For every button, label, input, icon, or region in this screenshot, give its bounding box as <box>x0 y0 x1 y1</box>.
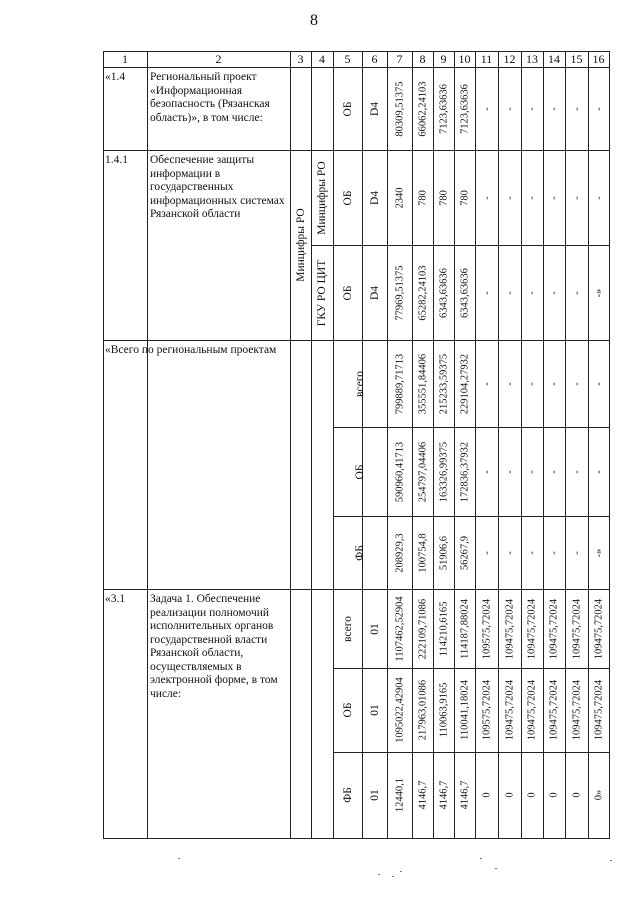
row-total-sub_all-col11: - <box>481 381 492 386</box>
column-rule <box>290 51 291 839</box>
header-cell-2: 2 <box>215 52 222 66</box>
row-1-4-col12: - <box>504 106 515 111</box>
row-1-4-col15: - <box>571 106 582 111</box>
row-1-4-col14: - <box>548 106 560 111</box>
header-cell-16: 16 <box>592 52 605 66</box>
row-total-sub_fb-col13: - <box>526 550 538 555</box>
header-bottom-rule <box>103 67 609 68</box>
header-cell-13: 13 <box>526 52 538 66</box>
row-3-1-sub_ob-code6: 01 <box>368 704 381 716</box>
row-3-1-sub_fb-col12: 0 <box>504 792 515 798</box>
row-1-4-1-b-col11: - <box>481 290 492 295</box>
row-3-1-sub_ob-col11: 109575,72024 <box>481 679 492 741</box>
subrow-rule <box>333 516 609 517</box>
row-3-1-sub_ob-col14: 109475,72024 <box>548 679 560 741</box>
row-total-sub_fb-col11: - <box>481 550 492 555</box>
header-cell-9: 9 <box>440 52 447 66</box>
row-3-1-sub_all-col16: 109475,72024 <box>593 598 604 659</box>
row-3-1-sub_fb-col16: 0» <box>593 789 604 801</box>
row-total-sub_fb-col7: 208929,3 <box>394 532 405 573</box>
row-1-4-1-a-col14: - <box>548 195 560 200</box>
row-total-sub_ob-col14: - <box>548 469 560 474</box>
header-cell-11: 11 <box>480 52 493 66</box>
column-rule <box>609 51 610 839</box>
row-3-1-sub_all-col13: 109475,72024 <box>526 598 538 659</box>
row-3-1-sub_fb-col9: 4146,7 <box>438 780 449 810</box>
row-1-4-col8: 66062,24103 <box>417 80 428 137</box>
header-cell-4: 4 <box>319 52 325 66</box>
row-1-4-1-name: Обеспечение защиты информации в государственных информационных системах Рязанской области <box>150 154 285 220</box>
row-3-1-sub_ob-col7: 1095022,42904 <box>394 677 405 743</box>
row-total-sub_fb-col9: 51906,6 <box>438 535 449 570</box>
row-1-4-1-b-col15: - <box>571 290 582 295</box>
row-1-4-1-a-col16: - <box>593 195 604 200</box>
row-total-sub_ob-col12: - <box>504 469 515 474</box>
column-rule <box>543 51 544 839</box>
subrow-rule <box>333 752 609 753</box>
row-1-4-1-b-col8: 65282,24103 <box>417 264 428 321</box>
row-3-1-sub_all-col9: 114210,6165 <box>438 601 449 656</box>
row-1-4-col10: 7123,63636 <box>459 83 470 134</box>
row-1-4-1-a-col11: - <box>481 195 492 200</box>
row-1-4-source: ОБ <box>341 101 354 116</box>
row-3-1-sub_fb-col13: 0 <box>526 792 538 798</box>
row-3-1-sub_fb-col15: 0 <box>571 792 582 798</box>
header-cell-6: 6 <box>371 52 378 66</box>
row-total-sub_ob-col15: - <box>571 469 582 474</box>
row-total-sub_all-col13: - <box>526 381 538 386</box>
row-1-4-1-a-col13: - <box>526 195 538 200</box>
row-3-1-sub_all-col7: 1107462,52904 <box>394 595 405 662</box>
row-1-4-1-b-participant: ГКУ РО ЦИТ <box>316 259 328 326</box>
row-1-4-1-b-col13: - <box>526 290 538 295</box>
row-total-sub_ob-col9: 163326,99375 <box>438 441 449 502</box>
row-total-sub_fb-col15: - <box>571 550 582 555</box>
column-rule <box>498 51 499 839</box>
row-1-4-col13: - <box>526 106 538 111</box>
row-1-4-1-b-col7: 77969,51375 <box>394 264 405 321</box>
row-1-4-1-b-col10: 6343,63636 <box>459 267 470 318</box>
scan-speck <box>400 871 402 872</box>
row-3-1-sub_all-col10: 114187,88024 <box>459 598 470 659</box>
row-total-sub_fb-col8: 100754,8 <box>417 532 428 573</box>
header-cell-7: 7 <box>396 52 403 66</box>
row-separator <box>103 340 609 341</box>
row-3-1-code: «3.1 <box>105 593 126 605</box>
row-3-1-sub_ob-col9: 110063,9165 <box>438 682 449 738</box>
row-3-1-sub_fb-col8: 4146,7 <box>417 780 428 810</box>
row-3-1-name: Задача 1. Обеспечение реализации полномочий исполнительных органов государственной власти Рязанской области, осуществляемых в электронной форме, в том числе: <box>150 593 278 700</box>
column-rule <box>521 51 522 839</box>
row-1-4-1-b-col9: 6343,63636 <box>438 267 449 318</box>
row-separator <box>103 838 609 839</box>
row-1-4-1-code: 1.4.1 <box>105 154 128 166</box>
row-total-sub_ob-col8: 254797,04406 <box>417 441 428 502</box>
row-1-4-1-a-col15: - <box>571 195 582 200</box>
row-total-sub_all-col8: 355551,84406 <box>417 353 428 414</box>
header-cell-12: 12 <box>503 52 516 66</box>
row-total-sub_ob-col16: - <box>593 469 604 474</box>
row-total-sub_fb-col12: - <box>504 550 515 555</box>
row-3-1-sub_fb-col10: 4146,7 <box>459 780 470 810</box>
row-1-4-1-b-col14: - <box>548 290 560 295</box>
row-3-1-sub_fb-code6: 01 <box>368 789 381 801</box>
row-1-4-col11: - <box>481 106 492 111</box>
page-number: 8 <box>310 12 318 29</box>
row-3-1-sub_ob-col13: 109475,72024 <box>526 679 538 741</box>
row-3-1-sub_all-col14: 109475,72024 <box>548 598 560 659</box>
row-1-4-1-a-col8: 780 <box>417 189 428 206</box>
row-total-sub_ob-col13: - <box>526 469 538 474</box>
row-1-4-1-a-col10: 780 <box>459 189 470 206</box>
row-total-sub_fb-col14: - <box>548 550 560 555</box>
row-3-1-sub_ob-source: ОБ <box>341 702 354 718</box>
row-total-sub_ob-col10: 172836,37932 <box>459 441 470 502</box>
row-1-4-1-a-participant: Минцифры РО <box>316 160 328 235</box>
column-rule <box>147 51 148 839</box>
row-total-name: «Всего по региональным проектам <box>105 344 277 356</box>
column-rule <box>433 51 434 839</box>
scan-speck <box>480 858 482 859</box>
row-total-sub_fb-col10: 56267,9 <box>459 535 470 570</box>
row-3-1-sub_ob-col16: 109475,72024 <box>593 679 604 741</box>
row-1-4-1-a-col9: 780 <box>438 189 449 206</box>
row-3-1-sub_all-source: всего <box>341 615 354 642</box>
row-1-4-1-b-col16: -» <box>593 288 604 297</box>
row-separator <box>103 589 609 590</box>
scan-speck <box>610 860 612 861</box>
row-3-1-sub_all-col15: 109475,72024 <box>571 598 582 659</box>
row-3-1-sub_all-code6: 01 <box>368 622 381 635</box>
row-total-sub_all-source: всего <box>354 370 366 397</box>
row-total-sub_ob-col7: 590960,41713 <box>394 441 405 502</box>
header-cell-8: 8 <box>419 52 426 66</box>
header-cell-15: 15 <box>570 52 583 66</box>
row-3-1-sub_fb-col7: 12440,1 <box>394 777 405 813</box>
header-cell-14: 14 <box>548 52 560 66</box>
row-1-4-1-a-code6: D4 <box>368 190 381 205</box>
column-rule <box>412 51 413 839</box>
header-cell-3: 3 <box>297 52 304 66</box>
row-3-1-sub_ob-col15: 109475,72024 <box>571 679 582 741</box>
row-3-1-sub_ob-col12: 109475,72024 <box>504 679 515 741</box>
column-rule <box>311 51 312 839</box>
column-rule <box>475 51 476 839</box>
row-total-sub_all-col10: 229104,27932 <box>459 353 470 414</box>
row-1-4-1-b-code6: D4 <box>368 285 381 300</box>
row-total-sub_all-col14: - <box>548 381 560 386</box>
row-1-4-1-a-col7: 2340 <box>394 187 405 208</box>
scan-speck <box>178 858 180 859</box>
scan-speck <box>495 868 497 869</box>
row-total-sub_fb-col16: -» <box>593 548 604 557</box>
row-total-sub_ob-col11: - <box>481 469 492 474</box>
row-total-sub_all-col16: - <box>593 381 604 386</box>
column-rule <box>588 51 589 839</box>
column-rule <box>362 51 363 839</box>
row-3-1-sub_all-col12: 109475,72024 <box>504 598 515 659</box>
row-1-4-1-a-source: ОБ <box>341 190 354 205</box>
subrow-rule <box>311 245 609 246</box>
scan-speck <box>392 876 394 877</box>
row-3-1-sub_all-col8: 222109,71086 <box>417 598 428 659</box>
column-rule <box>103 51 104 839</box>
scan-speck <box>378 874 380 875</box>
row-3-1-sub_fb-col14: 0 <box>548 792 560 798</box>
row-1-4-1-a-col12: - <box>504 195 515 200</box>
row-total-sub_all-col7: 799889,71713 <box>394 353 405 414</box>
row-1-4-code: «1.4 <box>105 71 126 83</box>
row-1-4-code6: D4 <box>368 101 381 116</box>
row-1-4-1-b-source: ОБ <box>341 285 354 300</box>
row-total-sub_ob-source: ОБ <box>354 464 366 479</box>
row-3-1-sub_fb-source: ФБ <box>341 787 354 803</box>
row-1-4-1-executor: Минцифры РО <box>294 208 307 282</box>
column-rule <box>387 51 388 839</box>
subrow-rule <box>333 668 609 669</box>
column-rule <box>454 51 455 839</box>
row-3-1-sub_all-col11: 109575,72024 <box>481 598 492 659</box>
row-3-1-sub_fb-col11: 0 <box>481 792 492 798</box>
row-1-4-name: Региональный проект «Информационная безопасность (Рязанская область)», в том числе: <box>150 71 270 124</box>
row-3-1-sub_ob-col10: 110041,18024 <box>459 680 470 740</box>
row-1-4-col16: - <box>593 106 604 111</box>
row-total-sub_all-col9: 215233,59375 <box>438 353 449 414</box>
row-total-sub_all-col15: - <box>571 381 582 386</box>
column-rule <box>333 51 334 839</box>
row-3-1-sub_ob-col8: 217963,01086 <box>417 679 428 741</box>
row-1-4-1-b-col12: - <box>504 290 515 295</box>
header-cell-1: 1 <box>122 52 128 66</box>
header-cell-10: 10 <box>458 52 471 66</box>
row-total-sub_fb-source: ФБ <box>354 544 366 561</box>
row-1-4-col9: 7123,63636 <box>438 83 449 134</box>
row-1-4-col7: 80309,51375 <box>394 80 405 137</box>
header-cell-5: 5 <box>344 52 351 66</box>
column-rule <box>565 51 566 839</box>
row-separator <box>103 150 609 151</box>
row-total-sub_all-col12: - <box>504 381 515 386</box>
subrow-rule <box>333 427 609 428</box>
